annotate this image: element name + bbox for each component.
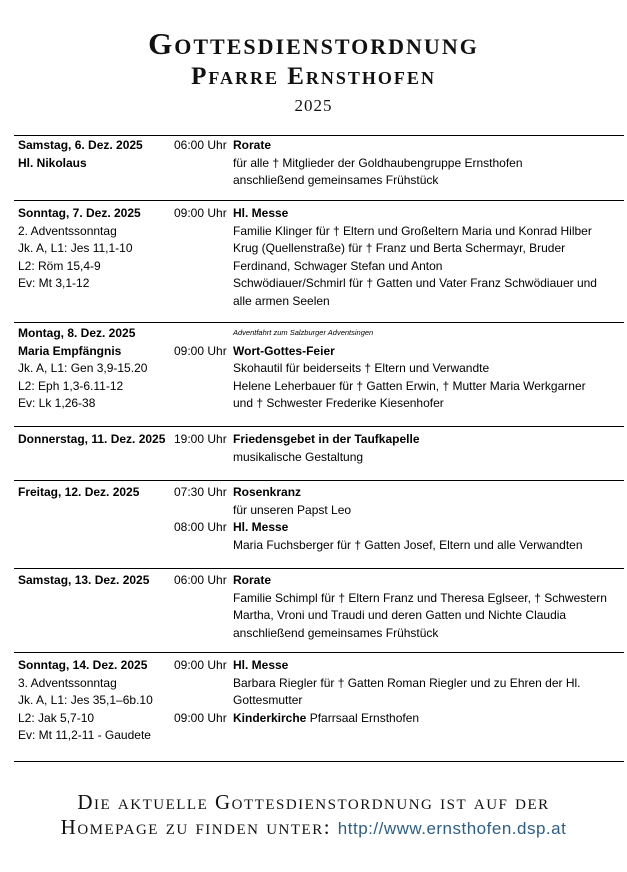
entry-services (174, 657, 618, 727)
service (174, 431, 618, 466)
entry-day-info (18, 205, 168, 293)
service (174, 519, 618, 554)
entry-date: Samstag, 13. Dez. 2025 (18, 573, 150, 587)
page-title: Gottesdienstordnung (148, 26, 479, 61)
entry-services (174, 572, 618, 642)
service (174, 137, 618, 190)
service-title-line (233, 484, 618, 502)
entry-reading: L2: Röm 15,4-9 (18, 258, 101, 273)
service-title: Rorate (233, 138, 272, 152)
service-intention: Helene Leherbauer für † Gatten Erwin, † Mutter Maria Werkgarner (233, 378, 586, 393)
service-time: 06:00 Uhr (174, 138, 227, 152)
service-time: 09:00 Uhr (174, 343, 227, 358)
service-time: 19:00 Uhr (174, 432, 227, 446)
entry-date: Donnerstag, 11. Dez. 2025 (18, 432, 166, 446)
service (174, 205, 618, 311)
service-text (233, 343, 618, 413)
entry-services (174, 431, 618, 466)
service-intention: anschließend gemeinsames Frühstück (233, 173, 439, 188)
service-title-line (233, 710, 618, 728)
service-time: 09:00 Uhr (174, 206, 227, 220)
service-intention: Schwödiauer/Schmirl für † Gatten und Vater Franz Schwödiauer und (233, 276, 597, 291)
divider-rule (14, 426, 624, 427)
entry-day-info (18, 657, 168, 745)
entry-note: Adventfahrt zum Salzburger Adventsingen (233, 327, 374, 337)
entry-reading: 3. Adventssonntag (18, 675, 117, 690)
service-title-line (233, 657, 618, 675)
divider-rule (14, 568, 624, 569)
entry-reading: L2: Jak 5,7-10 (18, 710, 95, 725)
entry-date: Sonntag, 7. Dez. 2025 (18, 206, 141, 220)
service-intention: Familie Klinger für † Eltern und Großeltern Maria und Konrad Hilber (233, 223, 592, 238)
divider-rule (14, 761, 624, 762)
entry-date: Freitag, 12. Dez. 2025 (18, 485, 140, 499)
service-title: Hl. Messe (233, 206, 289, 220)
service-title-line (233, 205, 618, 223)
service-intention: für unseren Papst Leo (233, 502, 352, 517)
service-intention: Skohautil für beiderseits † Eltern und Verwandte (233, 361, 490, 376)
service-intention: und † Schwester Frederike Kiesenhofer (233, 396, 444, 411)
service-intention: Krug (Quellenstraße) für † Franz und Berta Schermayr, Bruder (233, 241, 566, 256)
service-title-line (233, 343, 618, 361)
service-text (233, 657, 618, 710)
entry-date: Sonntag, 14. Dez. 2025 (18, 658, 148, 672)
service-intention: anschließend gemeinsames Frühstück (233, 625, 439, 640)
entry-services (174, 327, 618, 413)
service-text (233, 572, 618, 642)
divider-rule (14, 322, 624, 323)
service-intention: Familie Schimpl für † Eltern Franz und Theresa Eglseer, † Schwestern (233, 590, 607, 605)
entry-services (174, 137, 618, 190)
service-intention: Gottesmutter (233, 693, 303, 708)
service-time: 07:30 Uhr (174, 485, 227, 499)
service-text (233, 519, 618, 554)
service-time: 06:00 Uhr (174, 573, 227, 587)
footer-line-1: Die aktuelle Gottesdienstordnung ist auf der (77, 790, 550, 814)
service-text (233, 431, 618, 466)
entry-day-info (18, 484, 168, 502)
entry-day-info (18, 137, 168, 172)
service-title: Kinderkirche (233, 710, 307, 725)
entry-services (174, 484, 618, 554)
divider-rule (14, 480, 624, 481)
footer-text: Homepage zu finden unter: (60, 815, 332, 839)
entry-date: Montag, 8. Dez. 2025 (18, 326, 136, 340)
entry-reading: L2: Eph 1,3-6.11-12 (18, 378, 124, 393)
service-title: Hl. Messe (233, 520, 289, 535)
service-intention: Martha, Vroni und Traudi und deren Gatten und Nichte Claudia (233, 608, 567, 623)
entry-reading: Jk. A, L1: Gen 3,9-15.20 (18, 361, 148, 376)
service-title-line (233, 519, 618, 537)
entry-reading: Ev: Mt 11,2-11 - Gaudete (18, 728, 151, 743)
entry-reading: Jk. A, L1: Jes 35,1–6b.10 (18, 693, 153, 708)
entry-feast: Maria Empfängnis (18, 343, 122, 358)
service-intention: alle armen Seelen (233, 293, 330, 308)
service-text (233, 205, 618, 311)
service-title-line (233, 431, 618, 449)
service-title: Wort-Gottes-Feier (233, 343, 335, 358)
divider-rule (14, 200, 624, 201)
service-time: 09:00 Uhr (174, 658, 227, 672)
entry-reading: 2. Adventssonntag (18, 223, 117, 238)
service-intention: musikalische Gestaltung (233, 449, 364, 464)
entry-feast: Hl. Nikolaus (18, 155, 87, 170)
service (174, 657, 618, 710)
service-text (233, 484, 618, 519)
homepage-link[interactable]: http://www.ernsthofen.dsp.at (337, 819, 567, 838)
service-intention: Maria Fuchsberger für † Gatten Josef, Eltern und alle Verwandten (233, 537, 583, 552)
entry-reading: Ev: Mt 3,1-12 (18, 276, 90, 291)
service-intention: für alle † Mitglieder der Goldhaubengruppe Ernsthofen (233, 155, 523, 170)
entry-reading: Ev: Lk 1,26-38 (18, 396, 96, 411)
service (174, 484, 618, 519)
entry-reading: Jk. A, L1: Jes 11,1-10 (18, 241, 133, 256)
entry-date: Samstag, 6. Dez. 2025 (18, 138, 143, 152)
year: 2025 (294, 96, 333, 115)
divider-rule (14, 135, 624, 136)
service-text (233, 710, 618, 728)
service-title: Rorate (233, 573, 272, 587)
service (174, 710, 618, 728)
service-title: Hl. Messe (233, 658, 289, 672)
entry-day-info (18, 572, 168, 590)
service-intention: Barbara Riegler für † Gatten Roman Riegler und zu Ehren der Hl. (233, 675, 581, 690)
service-title-line (233, 137, 618, 155)
service (174, 572, 618, 642)
service-title-line (233, 572, 618, 590)
entry-services (174, 205, 618, 311)
service (174, 343, 618, 413)
service-title: Rosenkranz (233, 485, 302, 499)
service-title: Friedensgebet in der Taufkapelle (233, 432, 420, 446)
divider-rule (14, 652, 624, 653)
footer-line-2 (0, 815, 627, 840)
parish-name: Pfarre Ernsthofen (191, 63, 436, 90)
service-time: 08:00 Uhr (174, 520, 227, 535)
service-time: 09:00 Uhr (174, 710, 227, 725)
entry-day-info (18, 431, 168, 449)
entry-day-info (18, 325, 168, 413)
service-location: Pfarrsaal Ernsthofen (306, 710, 420, 725)
service-text (233, 137, 618, 190)
service-intention: Ferdinand, Schwager Stefan und Anton (233, 258, 443, 273)
